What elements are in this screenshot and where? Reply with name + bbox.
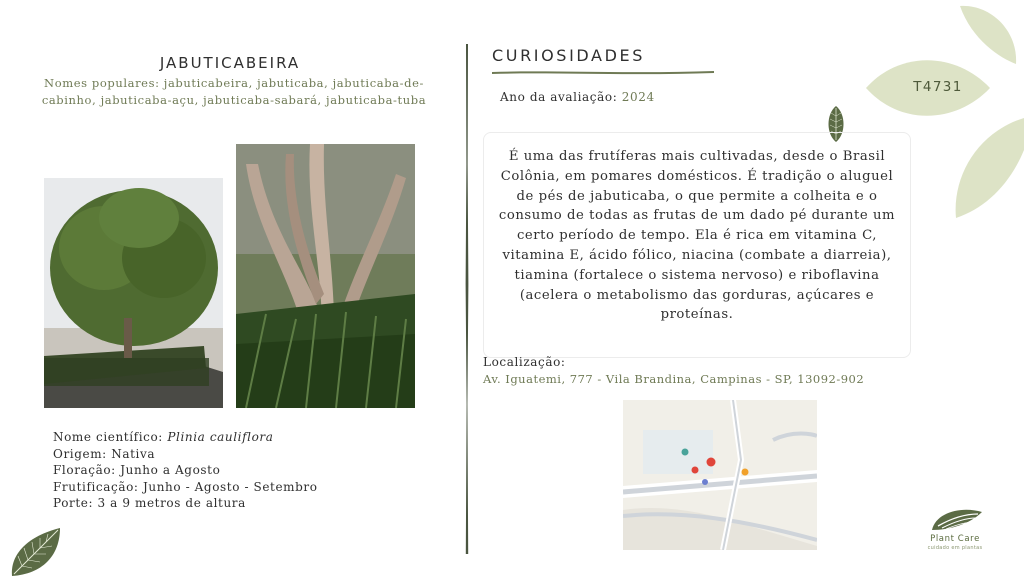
curiosities-text: É uma das frutíferas mais cultivadas, desde o Brasil Colônia, em pomares domésticos. É tradição o aluguel de pés de jabuticaba, o que permite a colheita e o consumo de todas as frutas de um dado pé durante um certo período de tempo. Ela é rica em vitamina C, vitamina E, ácido fólico, niacina (combate a diarreia), tiamina (fortalece o sistema nervoso) e riboflavina (acelera o metabolismo das gorduras, açúcares e proteínas. xyxy=(483,132,911,358)
location-map[interactable] xyxy=(623,400,817,550)
popular-names: Nomes populares: jabuticabeira, jabuticaba, jabuticaba-de-cabinho, jabuticaba-açu, jabuticaba-sabará, jabuticaba-tuba xyxy=(41,76,427,107)
column-divider xyxy=(463,44,471,554)
scientific-name xyxy=(53,429,433,446)
location-address[interactable]: Av. Iguatemi, 777 - Vila Brandina, Campinas - SP, 13092-902 xyxy=(483,372,865,386)
corner-leaf-icon xyxy=(6,520,62,576)
plant-code: T4731 xyxy=(913,79,963,95)
flowering: Floração: Junho a Agosto xyxy=(53,463,221,477)
origin: Origem: Nativa xyxy=(53,446,156,461)
fruiting: Frutificação: Junho - Agosto - Setembro xyxy=(53,479,318,494)
plant-title: JABUTICABEIRA xyxy=(159,54,301,72)
evaluation-year-value: 2024 xyxy=(621,90,655,104)
logo-name: Plant Care xyxy=(930,534,980,544)
size: Porte: 3 a 9 metros de altura xyxy=(53,496,246,510)
evaluation-year-label: Ano da avaliação: xyxy=(500,90,622,104)
plant-facts xyxy=(53,429,433,512)
plant-photo-shrub xyxy=(44,178,223,408)
curiosities-title: CURIOSIDADES xyxy=(492,46,645,65)
evaluation-year xyxy=(500,90,655,104)
logo-tagline: cuidado em plantas xyxy=(927,545,983,551)
scientific-name-label: Nome científico: xyxy=(53,430,168,444)
title-underline xyxy=(492,68,714,76)
plant-photo-trunk xyxy=(236,144,415,408)
location-label: Localização: xyxy=(483,355,566,369)
scientific-name-value: Plinia cauliflora xyxy=(167,430,274,444)
